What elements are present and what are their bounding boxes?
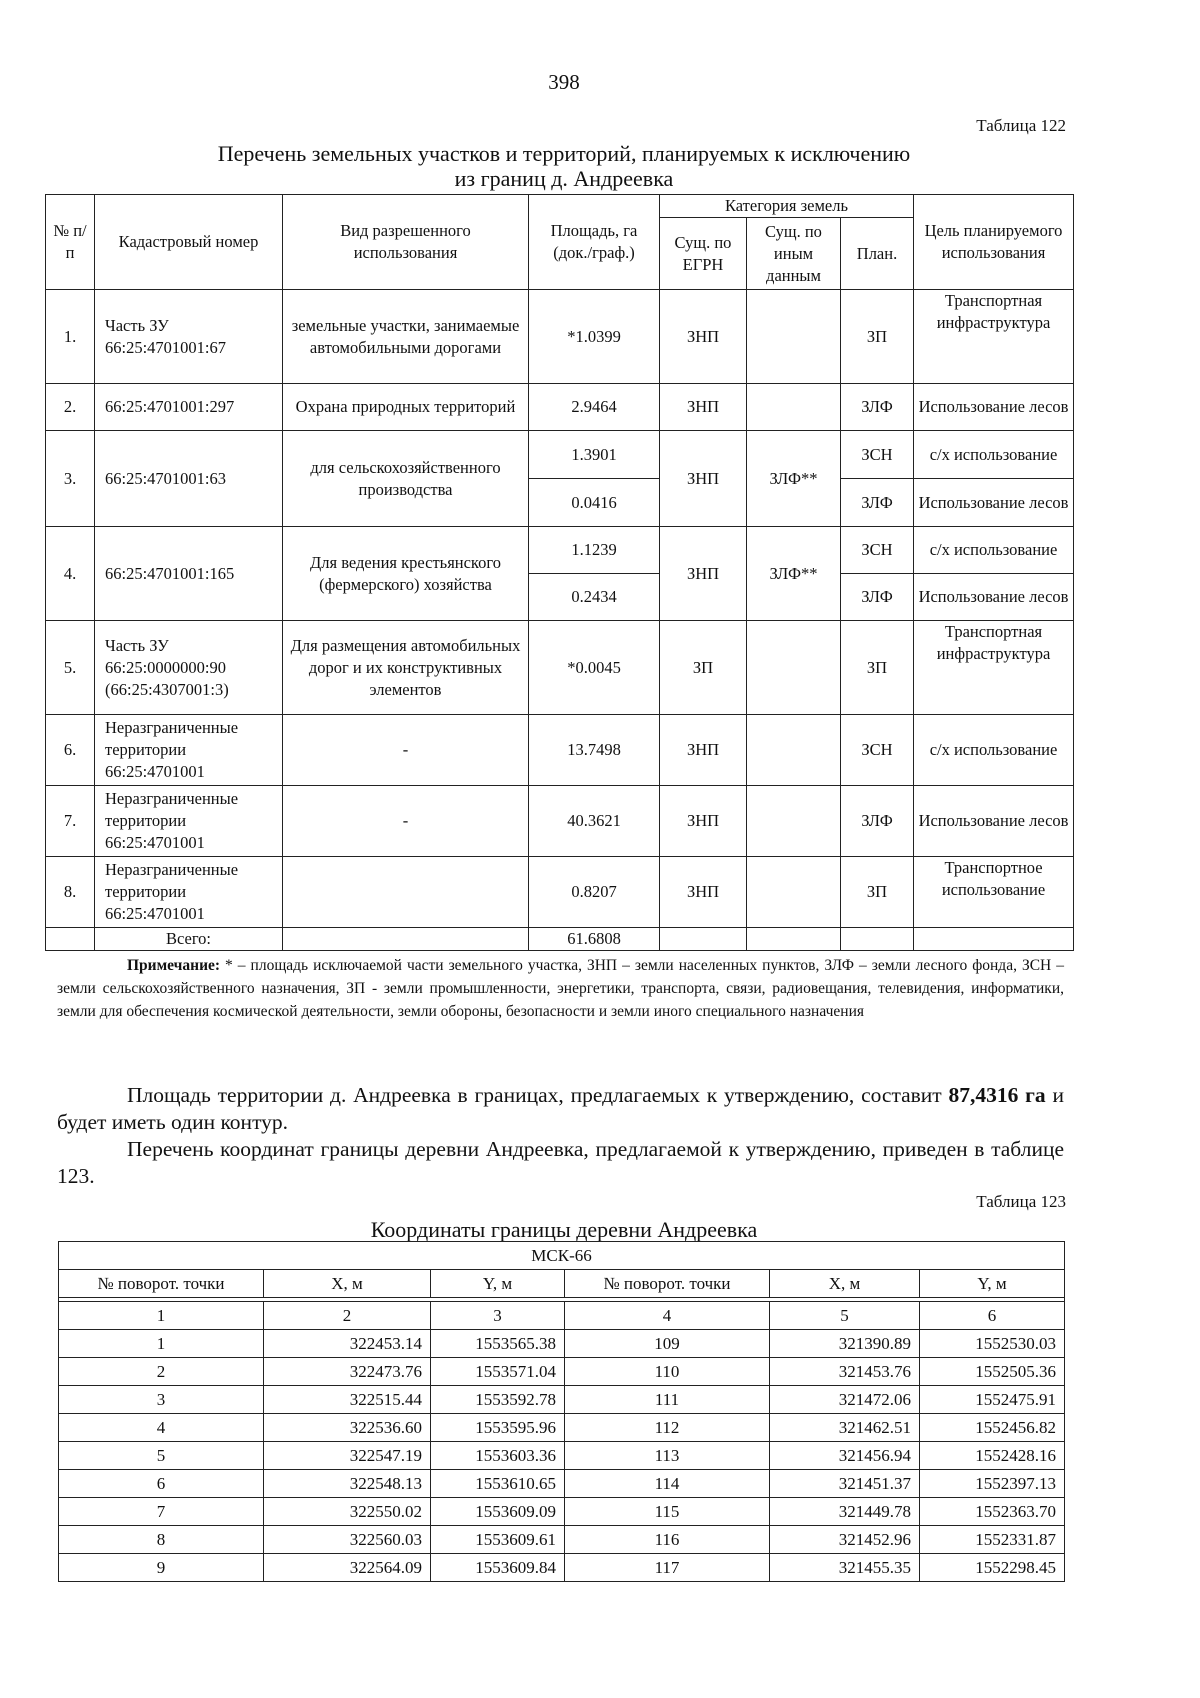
row-purpose: с/х использование (914, 431, 1074, 479)
index-cell: 6 (920, 1302, 1065, 1330)
point-number: 109 (565, 1330, 770, 1358)
y-coordinate: 1552456.82 (920, 1414, 1065, 1442)
index-cell: 2 (264, 1302, 431, 1330)
row-egrn: ЗНП (660, 857, 747, 928)
row-purpose: Транспортная инфраструктура (914, 621, 1074, 715)
table-122-caption-line1: Перечень земельных участков и территорий, планируемых к исключению (217, 141, 911, 166)
row-use (283, 857, 529, 928)
row-plan-2: ЗЛФ (841, 479, 914, 527)
row-other: ЗЛФ** (747, 431, 841, 527)
point-number: 5 (59, 1442, 264, 1470)
table-row (59, 1554, 1065, 1582)
y-coordinate: 1553603.36 (431, 1442, 565, 1470)
header-point: № поворот. точки (565, 1270, 770, 1298)
table-row (46, 857, 1074, 928)
table-123-label: Таблица 123 (976, 1192, 1066, 1211)
y-coordinate: 1552331.87 (920, 1526, 1065, 1554)
x-coordinate: 321472.06 (770, 1386, 920, 1414)
y-coordinate: 1553571.04 (431, 1358, 565, 1386)
point-number: 113 (565, 1442, 770, 1470)
row-plan: ЗП (841, 857, 914, 928)
total-value: 61.6808 (529, 928, 660, 951)
point-number: 114 (565, 1470, 770, 1498)
row-purpose: Использование лесов (914, 384, 1074, 431)
row-plan: ЗЛФ (841, 384, 914, 431)
table-row (46, 384, 1074, 431)
land-plots-table (45, 194, 1074, 951)
x-coordinate: 321452.96 (770, 1526, 920, 1554)
y-coordinate: 1552530.03 (920, 1330, 1065, 1358)
row-egrn: ЗНП (660, 384, 747, 431)
row-other (747, 384, 841, 431)
row-purpose: Транспортное использование (914, 857, 1074, 928)
index-cell: 5 (770, 1302, 920, 1330)
x-coordinate: 321453.76 (770, 1358, 920, 1386)
row-area: 2.9464 (529, 384, 660, 431)
row-num: 8. (46, 857, 95, 928)
table-row (59, 1442, 1065, 1470)
row-egrn: ЗНП (660, 715, 747, 786)
note-text: * – площадь исключаемой части земельного участка, ЗНП – земли населенных пунктов, ЗЛФ – земли лесного фонда, ЗСН – земли сельскохозяйственного назначения, ЗП - земли промышленности, энергетики, транспорта, связи, радиовещания, телевидения, информатики, земли для обеспечения космической деятельности, земли обороны, безопасности и земли иного специального назначения (57, 957, 1064, 1020)
table-row (46, 715, 1074, 786)
table-row (59, 1358, 1065, 1386)
table-row (59, 1414, 1065, 1442)
point-number: 9 (59, 1554, 264, 1582)
coordinates-paragraph-text: Перечень координат границы деревни Андреевка, предлагаемой к утверждению, приведен в таблице 123. (57, 1137, 1064, 1188)
header-category: Категория земель (660, 195, 914, 218)
x-coordinate: 321462.51 (770, 1414, 920, 1442)
row-area-2: 0.2434 (529, 574, 660, 621)
point-number: 110 (565, 1358, 770, 1386)
row-plan: ЗП (841, 290, 914, 384)
point-number: 8 (59, 1526, 264, 1554)
row-num: 7. (46, 786, 95, 857)
x-coordinate: 322515.44 (264, 1386, 431, 1414)
total-label: Всего: (95, 928, 283, 951)
y-coordinate: 1553565.38 (431, 1330, 565, 1358)
y-coordinate: 1552505.36 (920, 1358, 1065, 1386)
point-number: 6 (59, 1470, 264, 1498)
table-122-label: Таблица 122 (976, 116, 1066, 135)
x-coordinate: 322453.14 (264, 1330, 431, 1358)
x-coordinate: 322564.09 (264, 1554, 431, 1582)
row-area-2: 0.0416 (529, 479, 660, 527)
header-egrn: Сущ. по ЕГРН (660, 218, 747, 290)
row-purpose: Транспортная инфраструктура (914, 290, 1074, 384)
row-cadastral: Неразграниченные территории 66:25:4701001 (95, 857, 283, 928)
table-122-caption-line2: из границ д. Андреевка (454, 166, 674, 191)
y-coordinate: 1552363.70 (920, 1498, 1065, 1526)
row-area: 13.7498 (529, 715, 660, 786)
index-row (59, 1302, 1065, 1330)
point-number: 3 (59, 1386, 264, 1414)
row-plan: ЗЛФ (841, 786, 914, 857)
table-122-caption (0, 141, 1128, 191)
y-coordinate: 1552298.45 (920, 1554, 1065, 1582)
point-number: 112 (565, 1414, 770, 1442)
row-purpose: с/х использование (914, 527, 1074, 574)
x-coordinate: 321451.37 (770, 1470, 920, 1498)
index-cell: 1 (59, 1302, 264, 1330)
x-coordinate: 321390.89 (770, 1330, 920, 1358)
header-area: Площадь, га (док./граф.) (529, 195, 660, 290)
row-plan-2: ЗЛФ (841, 574, 914, 621)
y-coordinate: 1553595.96 (431, 1414, 565, 1442)
row-area: 0.8207 (529, 857, 660, 928)
table-row (46, 527, 1074, 574)
header-purpose: Цель планируемого использования (914, 195, 1074, 290)
area-paragraph (57, 1082, 1064, 1136)
row-cadastral: 66:25:4701001:297 (95, 384, 283, 431)
coordinates-table (58, 1241, 1065, 1582)
table-123-caption: Координаты границы деревни Андреевка (370, 1217, 758, 1242)
row-other (747, 857, 841, 928)
y-coordinate: 1553609.09 (431, 1498, 565, 1526)
index-cell: 4 (565, 1302, 770, 1330)
table-122-note (57, 954, 1064, 1023)
row-purpose-2: Использование лесов (914, 479, 1074, 527)
y-coordinate: 1552428.16 (920, 1442, 1065, 1470)
row-plan: ЗСН (841, 715, 914, 786)
row-egrn: ЗНП (660, 527, 747, 621)
row-use: Охрана природных территорий (283, 384, 529, 431)
row-other (747, 290, 841, 384)
x-coordinate: 322473.76 (264, 1358, 431, 1386)
row-plan: ЗСН (841, 527, 914, 574)
x-coordinate: 321456.94 (770, 1442, 920, 1470)
row-cadastral: 66:25:4701001:165 (95, 527, 283, 621)
point-number: 117 (565, 1554, 770, 1582)
page-number: 398 (548, 70, 580, 94)
point-number: 1 (59, 1330, 264, 1358)
y-coordinate: 1552397.13 (920, 1470, 1065, 1498)
x-coordinate: 321455.35 (770, 1554, 920, 1582)
area-value: 87,4316 га (948, 1083, 1046, 1107)
header-cadastral: Кадастровый номер (95, 195, 283, 290)
point-number: 7 (59, 1498, 264, 1526)
row-use: - (283, 786, 529, 857)
coordinate-system: МСК-66 (59, 1242, 1065, 1270)
row-num: 4. (46, 527, 95, 621)
row-plan: ЗП (841, 621, 914, 715)
row-other: ЗЛФ** (747, 527, 841, 621)
row-cadastral: 66:25:4701001:63 (95, 431, 283, 527)
row-cadastral: Часть ЗУ 66:25:0000000:90 (66:25:4307001:3) (95, 621, 283, 715)
table-row (46, 621, 1074, 715)
row-purpose: с/х использование (914, 715, 1074, 786)
note-label: Примечание: (127, 957, 221, 974)
table-row (59, 1386, 1065, 1414)
y-coordinate: 1553610.65 (431, 1470, 565, 1498)
table-row (59, 1330, 1065, 1358)
row-num: 1. (46, 290, 95, 384)
row-use: земельные участки, занимаемые автомобильными дорогами (283, 290, 529, 384)
row-cadastral: Неразграниченные территории 66:25:4701001 (95, 786, 283, 857)
total-row (46, 928, 1074, 951)
y-coordinate: 1553609.84 (431, 1554, 565, 1582)
row-num: 5. (46, 621, 95, 715)
row-area: *0.0045 (529, 621, 660, 715)
header-y: Y, м (920, 1270, 1065, 1298)
row-egrn: ЗП (660, 621, 747, 715)
row-purpose-2: Использование лесов (914, 574, 1074, 621)
point-number: 115 (565, 1498, 770, 1526)
x-coordinate: 322560.03 (264, 1526, 431, 1554)
point-number: 111 (565, 1386, 770, 1414)
row-purpose: Использование лесов (914, 786, 1074, 857)
row-other (747, 786, 841, 857)
y-coordinate: 1553609.61 (431, 1526, 565, 1554)
header-plan: План. (841, 218, 914, 290)
header-num: № п/п (46, 195, 95, 290)
coordinates-paragraph (57, 1136, 1064, 1190)
row-egrn: ЗНП (660, 290, 747, 384)
header-other: Сущ. по иным данным (747, 218, 841, 290)
x-coordinate: 321449.78 (770, 1498, 920, 1526)
row-use: - (283, 715, 529, 786)
row-egrn: ЗНП (660, 786, 747, 857)
area-paragraph-end: и будет иметь один контур. (57, 1083, 1064, 1134)
y-coordinate: 1553592.78 (431, 1386, 565, 1414)
row-area: 40.3621 (529, 786, 660, 857)
row-other (747, 621, 841, 715)
row-num: 3. (46, 431, 95, 527)
header-x: X, м (770, 1270, 920, 1298)
row-cadastral: Неразграниченные территории 66:25:4701001 (95, 715, 283, 786)
header-point: № поворот. точки (59, 1270, 264, 1298)
row-use: Для размещения автомобильных дорог и их конструктивных элементов (283, 621, 529, 715)
index-cell: 3 (431, 1302, 565, 1330)
table-row (59, 1498, 1065, 1526)
table-row (46, 786, 1074, 857)
x-coordinate: 322536.60 (264, 1414, 431, 1442)
row-use: Для ведения крестьянского (фермерского) хозяйства (283, 527, 529, 621)
table-row (46, 431, 1074, 479)
table-row (59, 1470, 1065, 1498)
row-other (747, 715, 841, 786)
row-area: 1.1239 (529, 527, 660, 574)
row-num: 6. (46, 715, 95, 786)
y-coordinate: 1552475.91 (920, 1386, 1065, 1414)
row-area: 1.3901 (529, 431, 660, 479)
row-plan: ЗСН (841, 431, 914, 479)
table-row (46, 290, 1074, 384)
table-row (59, 1526, 1065, 1554)
header-use: Вид разрешенного использования (283, 195, 529, 290)
x-coordinate: 322550.02 (264, 1498, 431, 1526)
row-egrn: ЗНП (660, 431, 747, 527)
row-use: для сельскохозяйственного производства (283, 431, 529, 527)
area-paragraph-text: Площадь территории д. Андреевка в границах, предлагаемых к утверждению, составит (127, 1083, 949, 1107)
point-number: 4 (59, 1414, 264, 1442)
x-coordinate: 322548.13 (264, 1470, 431, 1498)
row-area: *1.0399 (529, 290, 660, 384)
header-x: X, м (264, 1270, 431, 1298)
x-coordinate: 322547.19 (264, 1442, 431, 1470)
point-number: 116 (565, 1526, 770, 1554)
row-cadastral: Часть ЗУ 66:25:4701001:67 (95, 290, 283, 384)
row-num: 2. (46, 384, 95, 431)
header-y: Y, м (431, 1270, 565, 1298)
point-number: 2 (59, 1358, 264, 1386)
